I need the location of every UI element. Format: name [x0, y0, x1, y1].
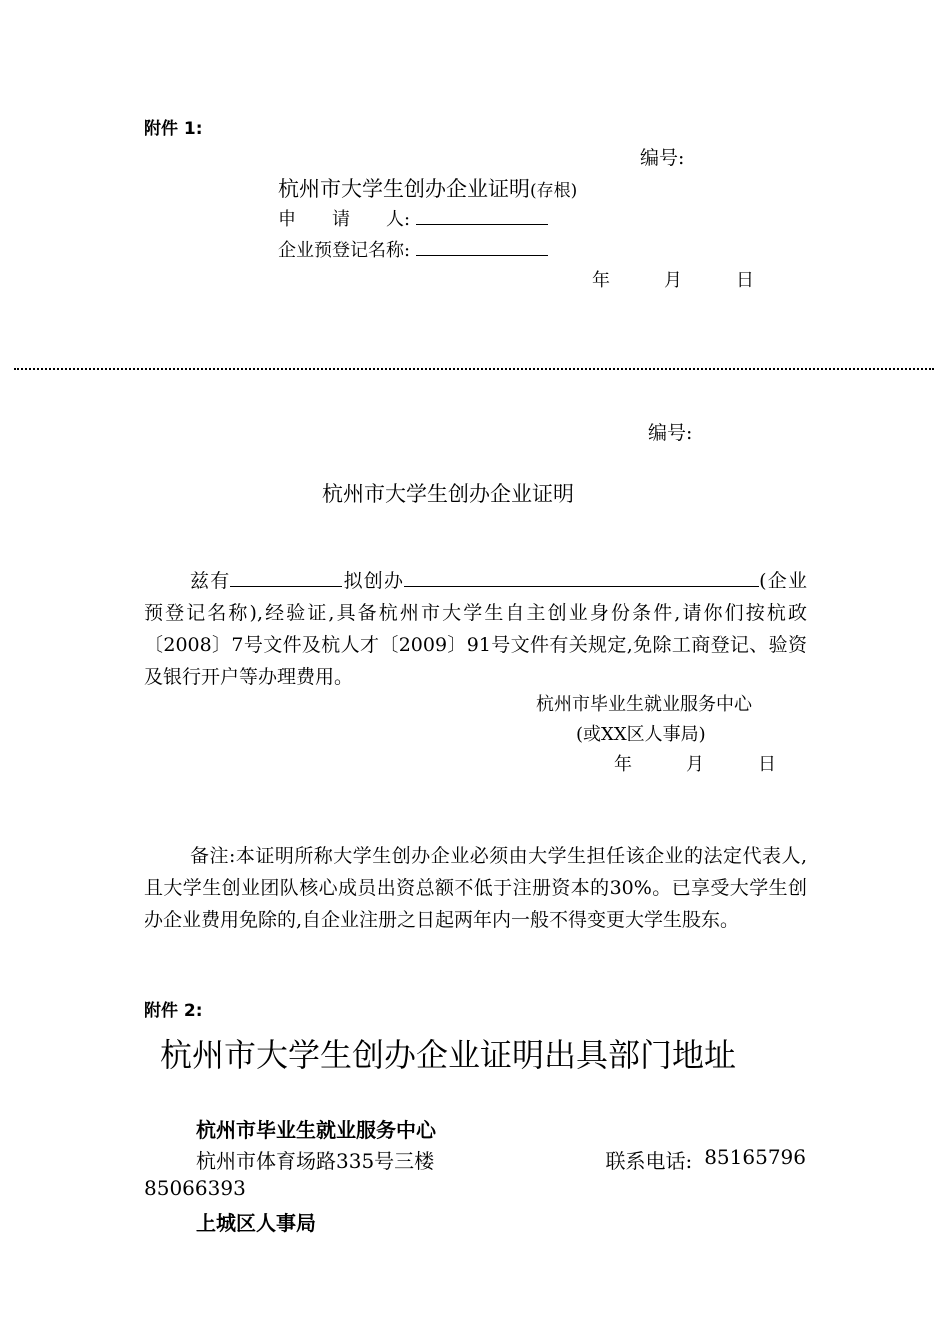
- phone-number-1: 85165796: [704, 1145, 806, 1169]
- certificate-note: 备注:本证明所称大学生创办企业必须由大学生担任该企业的法定代表人,且大学生创业团队核心成员出资总额不低于注册资本的30%。已享受大学生创办企业费用免除的,自企业注册之日起两年内一般不得变更大学生股东。: [144, 845, 807, 931]
- certificate-title: 杭州市大学生创办企业证明: [322, 482, 574, 506]
- company-name-blank[interactable]: [416, 237, 548, 256]
- certificate-body: [144, 565, 807, 693]
- attachment1-label: 附件 1:: [144, 119, 203, 139]
- issuer-name: 杭州市毕业生就业服务中心: [536, 694, 752, 715]
- phone-number-2: 85066393: [144, 1176, 246, 1200]
- certificate-number-label: 编号:: [648, 422, 693, 444]
- department-address: 杭州市体育场路335号三楼: [196, 1149, 435, 1173]
- department-name: 上城区人事局: [196, 1211, 316, 1235]
- certificate-date-line: 年 月 日: [614, 754, 776, 775]
- stub-title: 杭州市大学生创办企业证明: [278, 177, 530, 201]
- stub-date-line: 年 月 日: [592, 270, 754, 291]
- company-name-label: 企业预登记名称:: [278, 240, 411, 261]
- department-address-row: [196, 1145, 806, 1174]
- cut-line-divider: [14, 368, 934, 370]
- attachment2-label: 附件 2:: [144, 1001, 203, 1021]
- department-name: 杭州市毕业生就业服务中心: [196, 1118, 436, 1142]
- attachment2-title: 杭州市大学生创办企业证明出具部门地址: [160, 1036, 737, 1074]
- student-name-blank[interactable]: [230, 566, 342, 587]
- applicant-blank[interactable]: [416, 206, 548, 225]
- applicant-row: [278, 205, 548, 231]
- stub-title-suffix: (存根): [530, 181, 578, 201]
- company-name-field-blank[interactable]: [404, 566, 759, 587]
- certificate-body-after-blank: (企业预登记名称),经验证,具备杭州市大学生自主创业身份条件,请你们按杭政〔2008〕7号文件及杭人才〔2009〕91号文件有关规定,免除工商登记、验资及银行开户等办理费用。: [144, 570, 807, 688]
- certificate-body-middle: 拟创办: [342, 570, 405, 592]
- issuer-alt: (或XX区人事局): [576, 724, 706, 745]
- stub-number-label: 编号:: [640, 147, 685, 169]
- department-phone-group: [605, 1145, 806, 1174]
- stub-title-row: [278, 173, 577, 203]
- company-name-row: [278, 236, 548, 262]
- phone-label: 联系电话:: [605, 1149, 693, 1173]
- certificate-body-prefix: 兹有: [190, 570, 231, 592]
- applicant-label: 申 请 人:: [278, 209, 411, 230]
